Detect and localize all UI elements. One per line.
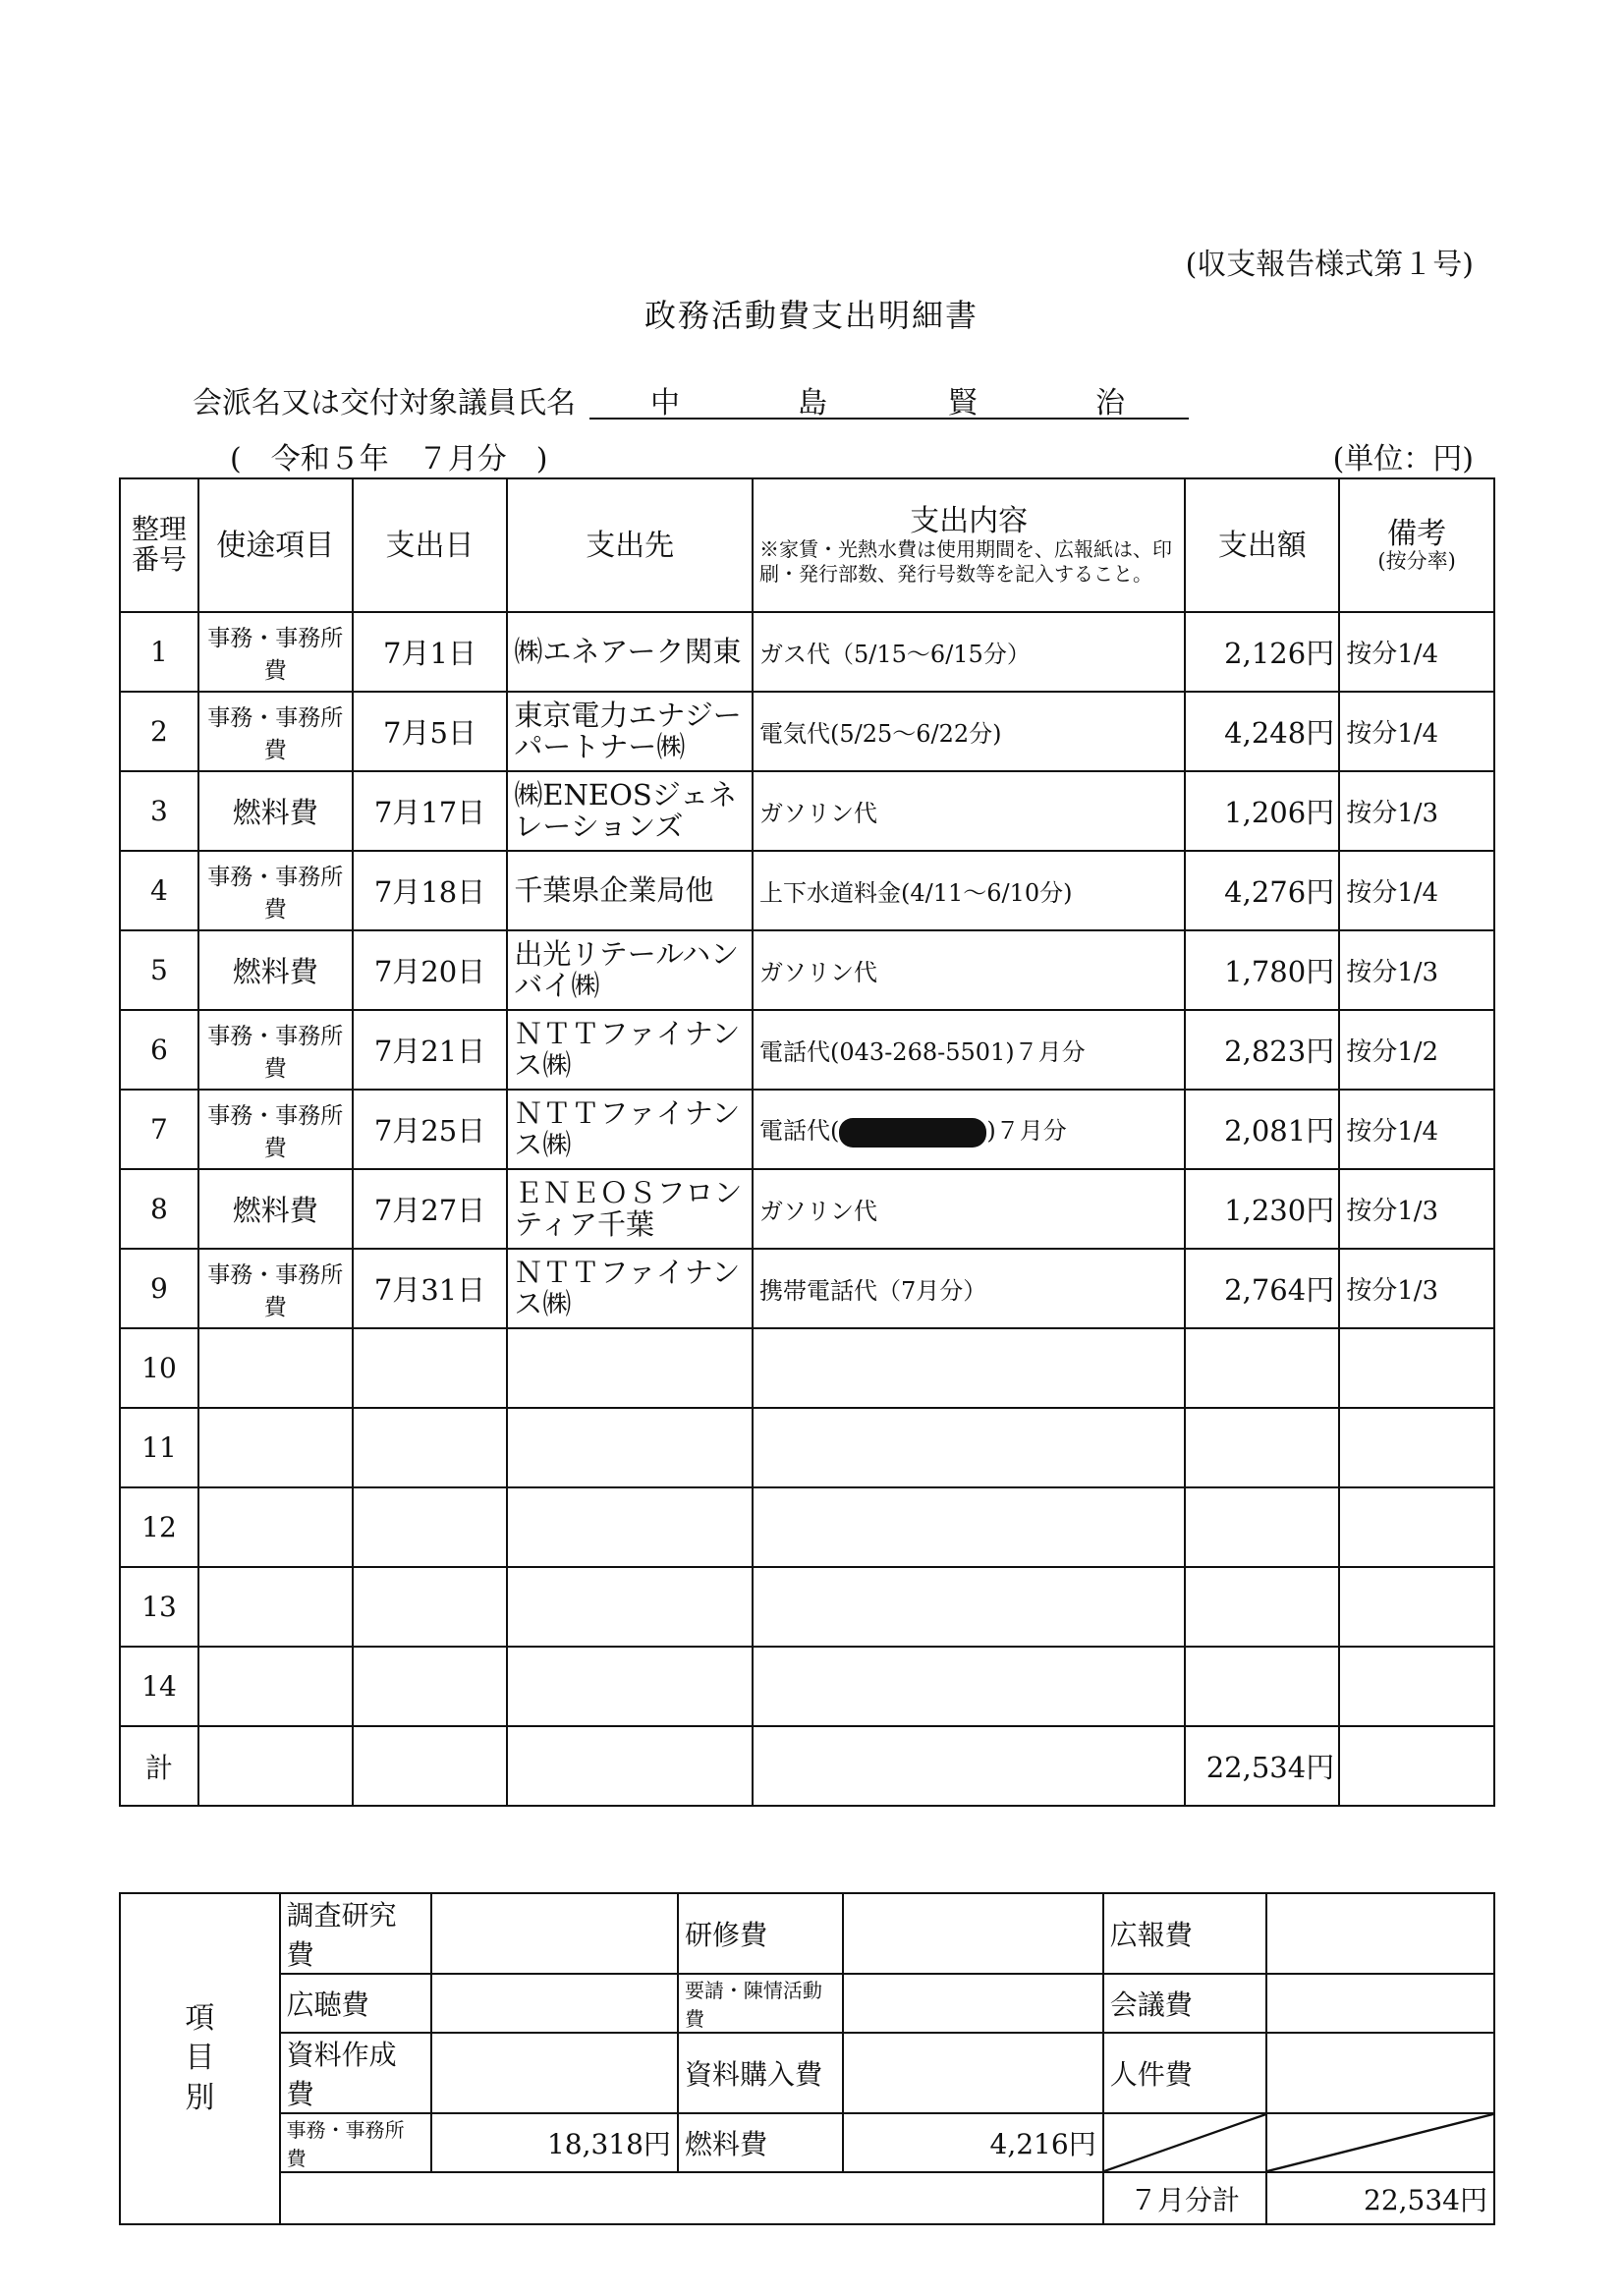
header-category: 使途項目 bbox=[198, 478, 353, 612]
row-no: 9 bbox=[120, 1249, 198, 1328]
summary-meeting-label: 会議費 bbox=[1103, 1974, 1267, 2033]
summary-pr-label: 広報費 bbox=[1103, 1893, 1267, 1974]
row-date: 7月31日 bbox=[353, 1249, 508, 1328]
row-content bbox=[753, 1328, 1185, 1408]
row-content bbox=[753, 1647, 1185, 1726]
row-content: 上下水道料金(4/11～6/10分) bbox=[753, 851, 1185, 930]
row-remarks bbox=[1339, 1487, 1494, 1567]
total-amount: 22,534円 bbox=[1185, 1726, 1339, 1806]
row-amount: 4,276円 bbox=[1185, 851, 1339, 930]
summary-fuel-value: 4,216円 bbox=[843, 2113, 1103, 2172]
side-char: 別 bbox=[185, 2080, 215, 2115]
row-content: 電話代(043-268-5501)７月分 bbox=[753, 1010, 1185, 1090]
row-remarks: 按分1/2 bbox=[1339, 1010, 1494, 1090]
member-label: 会派名又は交付対象議員氏名 bbox=[193, 386, 576, 420]
table-row bbox=[120, 1090, 1494, 1169]
row-payee bbox=[507, 1567, 753, 1647]
row-remarks: 按分1/3 bbox=[1339, 1249, 1494, 1328]
row-no: 7 bbox=[120, 1090, 198, 1169]
summary-office-label: 事務・事務所費 bbox=[280, 2113, 431, 2172]
member-name bbox=[589, 378, 1189, 420]
row-remarks bbox=[1339, 1328, 1494, 1408]
row-remarks: 按分1/3 bbox=[1339, 1169, 1494, 1249]
row-date bbox=[353, 1328, 508, 1408]
summary-training-label: 研修費 bbox=[678, 1893, 843, 1974]
row-category: 事務・事務所費 bbox=[198, 612, 353, 692]
row-content: 携帯電話代（7月分） bbox=[753, 1249, 1185, 1328]
row-amount: 4,248円 bbox=[1185, 692, 1339, 771]
row-payee: ㈱エネアーク関東 bbox=[507, 612, 753, 692]
row-remarks: 按分1/4 bbox=[1339, 1090, 1494, 1169]
row-date bbox=[353, 1726, 508, 1806]
row-amount bbox=[1185, 1328, 1339, 1408]
row-category: 事務・事務所費 bbox=[198, 692, 353, 771]
row-amount: 1,780円 bbox=[1185, 930, 1339, 1010]
row-remarks: 按分1/4 bbox=[1339, 692, 1494, 771]
row-content: ガソリン代 bbox=[753, 930, 1185, 1010]
row-category: 燃料費 bbox=[198, 1169, 353, 1249]
period: ( 令和５年 ７月分 ) bbox=[230, 442, 548, 476]
row-no: 13 bbox=[120, 1567, 198, 1647]
row-payee: ＮＴＴファイナンス㈱ bbox=[507, 1090, 753, 1169]
table-row bbox=[120, 1567, 1494, 1647]
table-row bbox=[120, 1408, 1494, 1487]
summary-side-label bbox=[120, 1893, 280, 2224]
total-label: 計 bbox=[120, 1726, 198, 1806]
row-content bbox=[753, 1726, 1185, 1806]
row-amount bbox=[1185, 1567, 1339, 1647]
row-date: 7月20日 bbox=[353, 930, 508, 1010]
table-row bbox=[120, 612, 1494, 692]
diagonal-line bbox=[1104, 2114, 1266, 2171]
row-content: ガソリン代 bbox=[753, 771, 1185, 851]
row-payee bbox=[507, 1408, 753, 1487]
header-remarks bbox=[1339, 478, 1494, 612]
row-remarks: 按分1/3 bbox=[1339, 930, 1494, 1010]
row-date bbox=[353, 1487, 508, 1567]
table-header-row bbox=[120, 478, 1494, 612]
row-remarks: 按分1/4 bbox=[1339, 851, 1494, 930]
row-payee: ＮＴＴファイナンス㈱ bbox=[507, 1249, 753, 1328]
table-row bbox=[120, 1647, 1494, 1726]
summary-doc-making-label: 資料作成費 bbox=[280, 2033, 431, 2113]
row-amount: 1,206円 bbox=[1185, 771, 1339, 851]
row-remarks bbox=[1339, 1408, 1494, 1487]
member-name-char: 島 bbox=[798, 386, 827, 420]
row-no: 4 bbox=[120, 851, 198, 930]
row-payee bbox=[507, 1647, 753, 1726]
member-name-char: 中 bbox=[650, 386, 680, 420]
row-category bbox=[198, 1567, 353, 1647]
row-payee: 東京電力エナジーパートナー㈱ bbox=[507, 692, 753, 771]
row-date: 7月17日 bbox=[353, 771, 508, 851]
header-payee: 支出先 bbox=[507, 478, 753, 612]
header-content-title: 支出内容 bbox=[910, 503, 1029, 538]
row-date bbox=[353, 1408, 508, 1487]
row-date: 7月1日 bbox=[353, 612, 508, 692]
table-row bbox=[120, 1249, 1494, 1328]
row-content: 電気代(5/25～6/22分) bbox=[753, 692, 1185, 771]
row-payee: ㈱ENEOSジェネレーションズ bbox=[507, 771, 753, 851]
row-remarks bbox=[1339, 1567, 1494, 1647]
side-char: 項 bbox=[185, 2000, 215, 2036]
row-content bbox=[753, 1487, 1185, 1567]
summary-doc-purchase-value bbox=[843, 2033, 1103, 2113]
table-row bbox=[120, 851, 1494, 930]
row-no: 10 bbox=[120, 1328, 198, 1408]
diagonal-cell bbox=[1103, 2113, 1267, 2172]
table-row bbox=[120, 1328, 1494, 1408]
row-content bbox=[753, 1090, 1185, 1169]
row-payee: ＮＴＴファイナンス㈱ bbox=[507, 1010, 753, 1090]
row-category: 事務・事務所費 bbox=[198, 1010, 353, 1090]
row-no: 12 bbox=[120, 1487, 198, 1567]
row-payee bbox=[507, 1726, 753, 1806]
row-no: 11 bbox=[120, 1408, 198, 1487]
category-summary-table bbox=[119, 1892, 1495, 2225]
member-name-char: 治 bbox=[1095, 386, 1125, 420]
header-amount: 支出額 bbox=[1185, 478, 1339, 612]
summary-doc-purchase-label: 資料購入費 bbox=[678, 2033, 843, 2113]
expense-table bbox=[119, 477, 1495, 1807]
header-no: 整理番号 bbox=[120, 478, 198, 612]
row-amount bbox=[1185, 1647, 1339, 1726]
row-amount: 2,823円 bbox=[1185, 1010, 1339, 1090]
row-content-suffix: )７月分 bbox=[986, 1117, 1067, 1146]
side-char: 目 bbox=[185, 2041, 215, 2076]
row-amount: 2,081円 bbox=[1185, 1090, 1339, 1169]
header-content-note: ※家賃・光熱水費は使用期間を、広報紙は、印刷・発行部数、発行号数等を記入すること。 bbox=[759, 536, 1173, 586]
row-payee: 出光リテールハンバイ㈱ bbox=[507, 930, 753, 1010]
row-remarks: 按分1/3 bbox=[1339, 771, 1494, 851]
summary-training-value bbox=[843, 1893, 1103, 1974]
summary-research-label: 調査研究費 bbox=[280, 1893, 431, 1974]
row-amount bbox=[1185, 1487, 1339, 1567]
unit-label: (単位：円) bbox=[1332, 442, 1474, 476]
row-category bbox=[198, 1726, 353, 1806]
page-title: 政務活動費支出明細書 bbox=[644, 297, 979, 334]
total-row bbox=[120, 1726, 1494, 1806]
summary-petition-value bbox=[843, 1974, 1103, 2033]
diagonal-line bbox=[1267, 2114, 1493, 2171]
row-no: 5 bbox=[120, 930, 198, 1010]
summary-hearing-label: 広聴費 bbox=[280, 1974, 431, 2033]
summary-pr-value bbox=[1266, 1893, 1494, 1974]
row-remarks: 按分1/4 bbox=[1339, 612, 1494, 692]
row-content: ガス代（5/15～6/15分） bbox=[753, 612, 1185, 692]
table-row bbox=[120, 1010, 1494, 1090]
row-date bbox=[353, 1647, 508, 1726]
redaction-mark bbox=[839, 1118, 986, 1148]
table-row bbox=[120, 930, 1494, 1010]
summary-fuel-label: 燃料費 bbox=[678, 2113, 843, 2172]
table-row bbox=[120, 1169, 1494, 1249]
row-category: 事務・事務所費 bbox=[198, 1090, 353, 1169]
table-row bbox=[120, 692, 1494, 771]
row-no: 1 bbox=[120, 612, 198, 692]
summary-doc-making-value bbox=[431, 2033, 678, 2113]
header-remarks-title: 備考 bbox=[1387, 516, 1447, 551]
row-payee bbox=[507, 1328, 753, 1408]
summary-petition-label: 要請・陳情活動費 bbox=[678, 1974, 843, 2033]
row-no: 8 bbox=[120, 1169, 198, 1249]
row-remarks bbox=[1339, 1647, 1494, 1726]
summary-hearing-value bbox=[431, 1974, 678, 2033]
row-no: 14 bbox=[120, 1647, 198, 1726]
summary-research-value bbox=[431, 1893, 678, 1974]
table-row bbox=[120, 771, 1494, 851]
row-amount bbox=[1185, 1408, 1339, 1487]
row-content bbox=[753, 1408, 1185, 1487]
diagonal-cell bbox=[1266, 2113, 1494, 2172]
row-payee: ＥＮＥＯＳフロンティア千葉 bbox=[507, 1169, 753, 1249]
row-remarks bbox=[1339, 1726, 1494, 1806]
row-date: 7月18日 bbox=[353, 851, 508, 930]
row-date: 7月27日 bbox=[353, 1169, 508, 1249]
summary-meeting-value bbox=[1266, 1974, 1494, 2033]
row-no: 3 bbox=[120, 771, 198, 851]
row-date: 7月5日 bbox=[353, 692, 508, 771]
row-content-prefix: 電話代( bbox=[759, 1117, 840, 1146]
row-category bbox=[198, 1487, 353, 1567]
row-payee: 千葉県企業局他 bbox=[507, 851, 753, 930]
header-remarks-sub: (按分率) bbox=[1377, 548, 1456, 573]
row-category bbox=[198, 1328, 353, 1408]
row-no: 6 bbox=[120, 1010, 198, 1090]
table-row bbox=[120, 1487, 1494, 1567]
row-no: 2 bbox=[120, 692, 198, 771]
row-date bbox=[353, 1567, 508, 1647]
header-content bbox=[753, 478, 1185, 612]
row-amount: 2,126円 bbox=[1185, 612, 1339, 692]
row-content: ガソリン代 bbox=[753, 1169, 1185, 1249]
row-payee bbox=[507, 1487, 753, 1567]
row-content bbox=[753, 1567, 1185, 1647]
row-category bbox=[198, 1647, 353, 1726]
month-total-label: ７月分計 bbox=[1103, 2172, 1267, 2224]
month-total-value: 22,534円 bbox=[1266, 2172, 1494, 2224]
header-date: 支出日 bbox=[353, 478, 508, 612]
summary-personnel-value bbox=[1266, 2033, 1494, 2113]
row-category bbox=[198, 1408, 353, 1487]
member-name-char: 賢 bbox=[948, 386, 978, 420]
row-category: 事務・事務所費 bbox=[198, 1249, 353, 1328]
row-category: 燃料費 bbox=[198, 771, 353, 851]
row-category: 燃料費 bbox=[198, 930, 353, 1010]
row-date: 7月21日 bbox=[353, 1010, 508, 1090]
summary-personnel-label: 人件費 bbox=[1103, 2033, 1267, 2113]
row-amount: 2,764円 bbox=[1185, 1249, 1339, 1328]
row-date: 7月25日 bbox=[353, 1090, 508, 1169]
summary-blank bbox=[280, 2172, 1103, 2224]
row-category: 事務・事務所費 bbox=[198, 851, 353, 930]
form-label: (収支報告様式第１号) bbox=[1185, 248, 1474, 282]
summary-office-value: 18,318円 bbox=[431, 2113, 678, 2172]
row-amount: 1,230円 bbox=[1185, 1169, 1339, 1249]
